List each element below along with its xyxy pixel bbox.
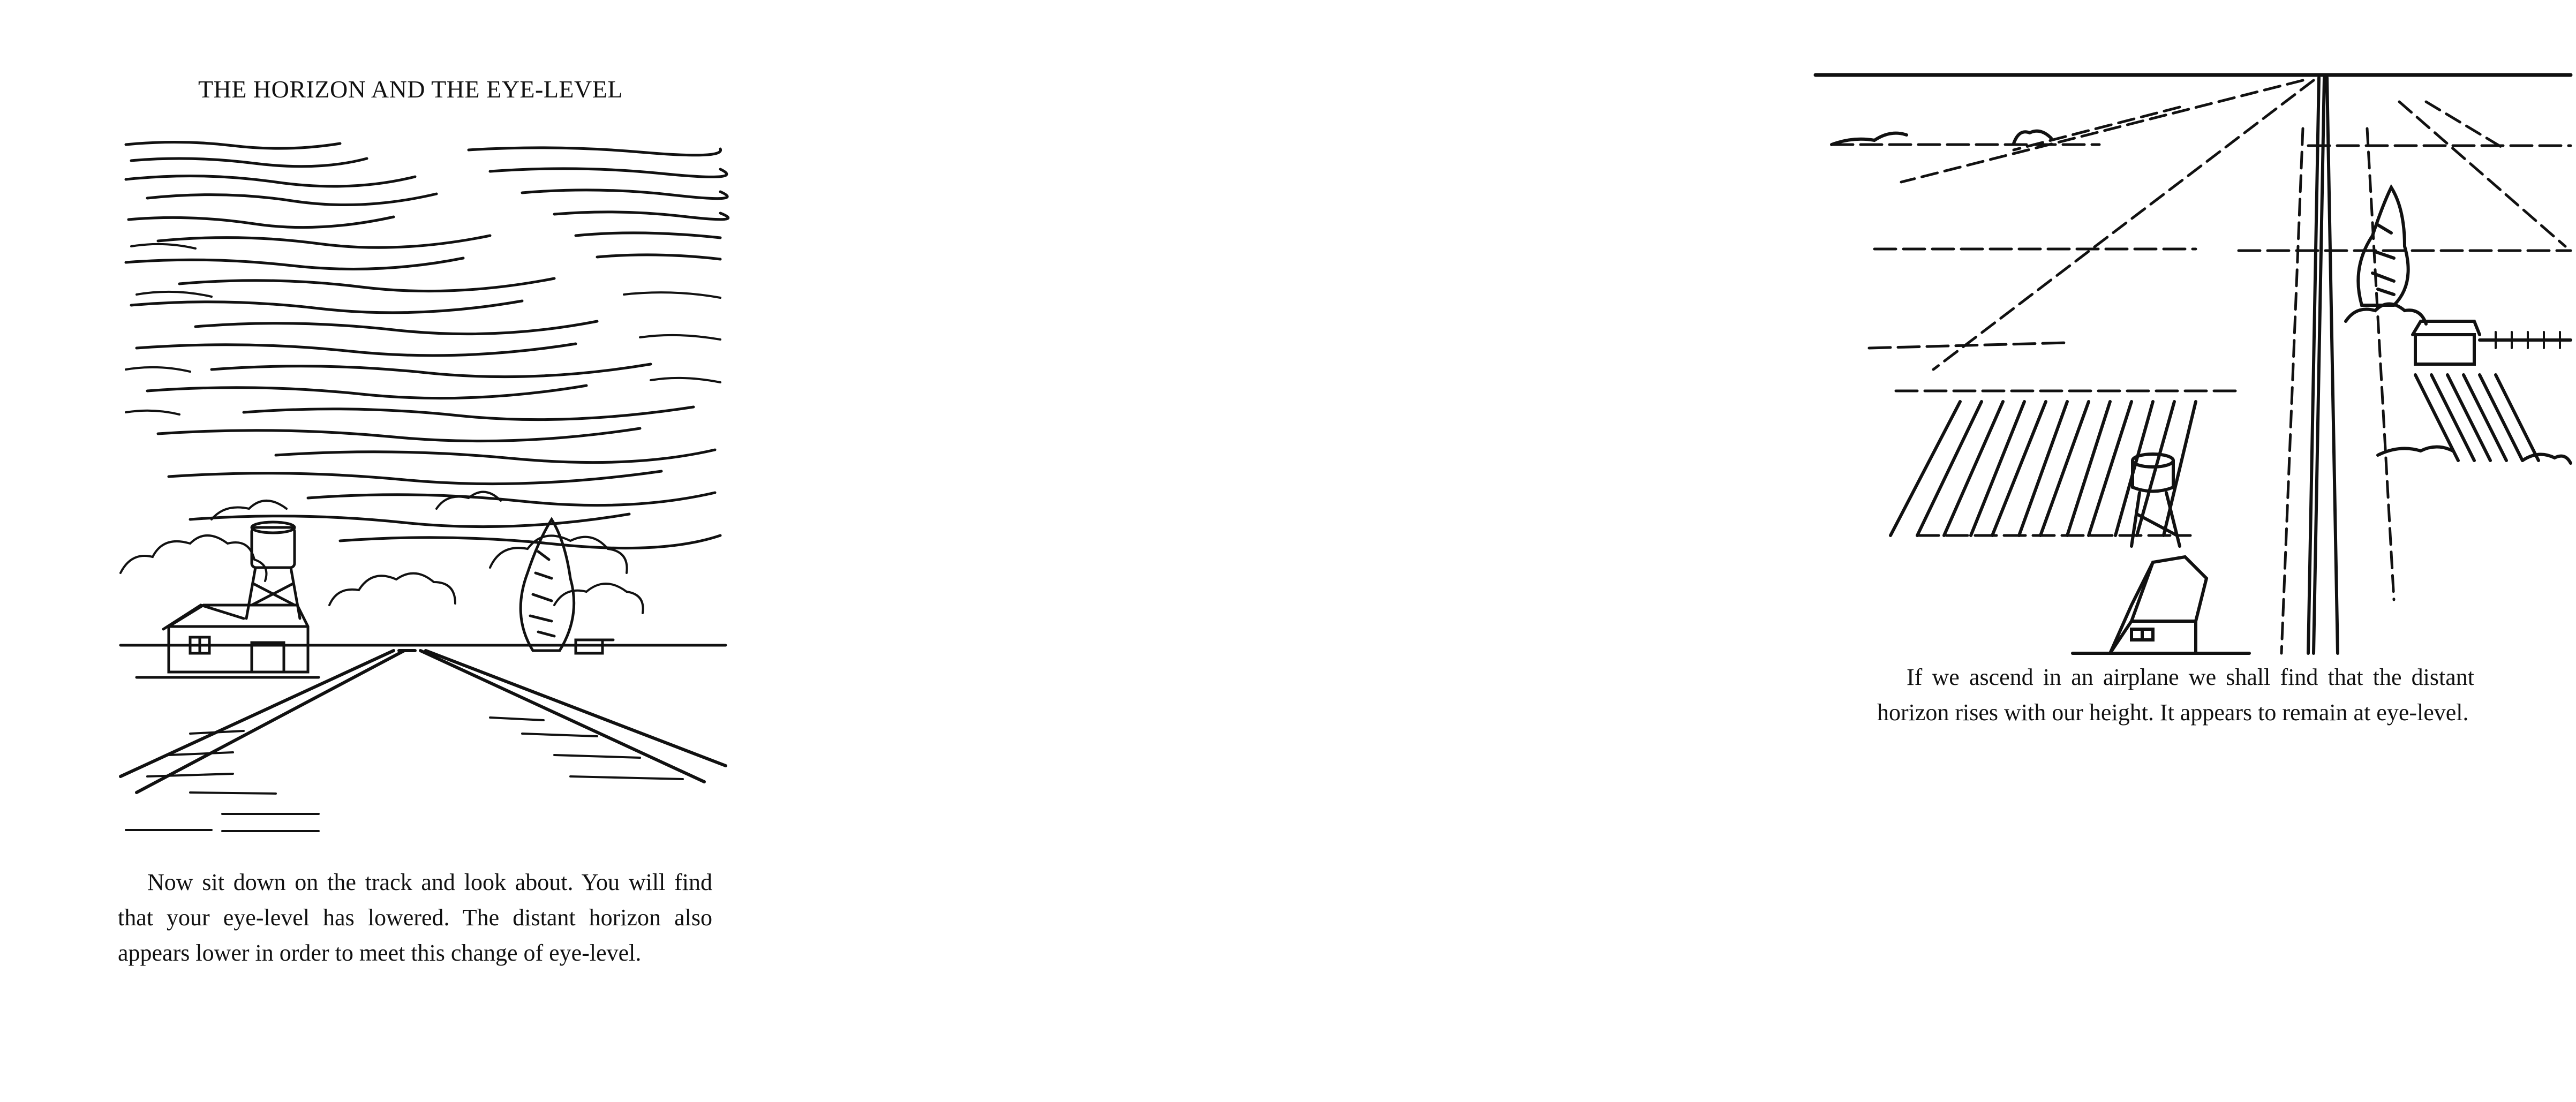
left-page [0, 0, 868, 1102]
caption-text: Now sit down on the track and look about. You will find that your eye-level has lowered. The distant horizon also appears lower in order to meet this change of eye-level. [118, 869, 712, 966]
railroad-low-eye-level-illustration [115, 134, 731, 846]
page-title: THE HORIZON AND THE EYE-LEVEL [198, 76, 623, 103]
aerial-high-eye-level-illustration [1810, 64, 2576, 664]
caption-text: If we ascend in an airplane we shall find that the distant horizon rises with our height. It appears to remain at eye-level. [1877, 664, 2474, 726]
right-page [868, 0, 2474, 1102]
